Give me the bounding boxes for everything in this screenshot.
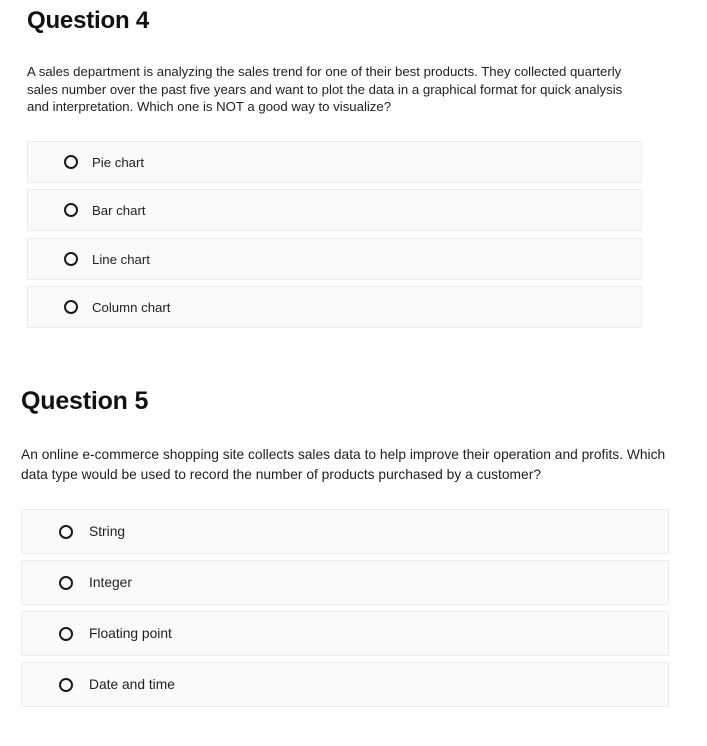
- option-date-and-time[interactable]: [21, 662, 669, 707]
- option-label: Date and time: [89, 677, 175, 692]
- option-label: Pie chart: [92, 154, 145, 170]
- option-label: Floating point: [89, 626, 172, 641]
- radio-button-unselected-icon[interactable]: [64, 300, 78, 314]
- question-5-title: Question 5: [21, 387, 149, 415]
- question-4-title: Question 4: [27, 7, 150, 34]
- option-pie-chart[interactable]: [27, 141, 642, 183]
- option-string[interactable]: [21, 509, 669, 554]
- option-line-chart[interactable]: [27, 238, 642, 280]
- option-label: Line chart: [92, 251, 150, 267]
- question-5-text: An online e-commerce shopping site collects sales data to help improve their operation and profits. Which data type would be used to record the number of products purchased by a customer?: [21, 447, 666, 482]
- radio-button-unselected-icon[interactable]: [64, 155, 78, 169]
- radio-button-unselected-icon[interactable]: [64, 252, 78, 266]
- radio-button-unselected-icon[interactable]: [59, 525, 73, 539]
- option-integer[interactable]: [21, 560, 669, 605]
- option-column-chart[interactable]: [27, 286, 642, 328]
- option-label: Bar chart: [92, 202, 146, 218]
- radio-button-unselected-icon[interactable]: [59, 678, 73, 692]
- option-floating-point[interactable]: [21, 611, 669, 656]
- option-label: String: [89, 524, 126, 539]
- radio-button-unselected-icon[interactable]: [64, 203, 78, 217]
- option-bar-chart[interactable]: [27, 189, 642, 231]
- option-label: Column chart: [92, 299, 171, 315]
- question-4-text: A sales department is analyzing the sales trend for one of their best products. They collected quarterly sales number over the past five years and want to plot the data in a graphical format for quick analysis and interpretation. Which one is NOT a good way to visualize?: [27, 64, 623, 114]
- option-label: Integer: [89, 575, 132, 590]
- radio-button-unselected-icon[interactable]: [59, 576, 73, 590]
- radio-button-unselected-icon[interactable]: [59, 627, 73, 641]
